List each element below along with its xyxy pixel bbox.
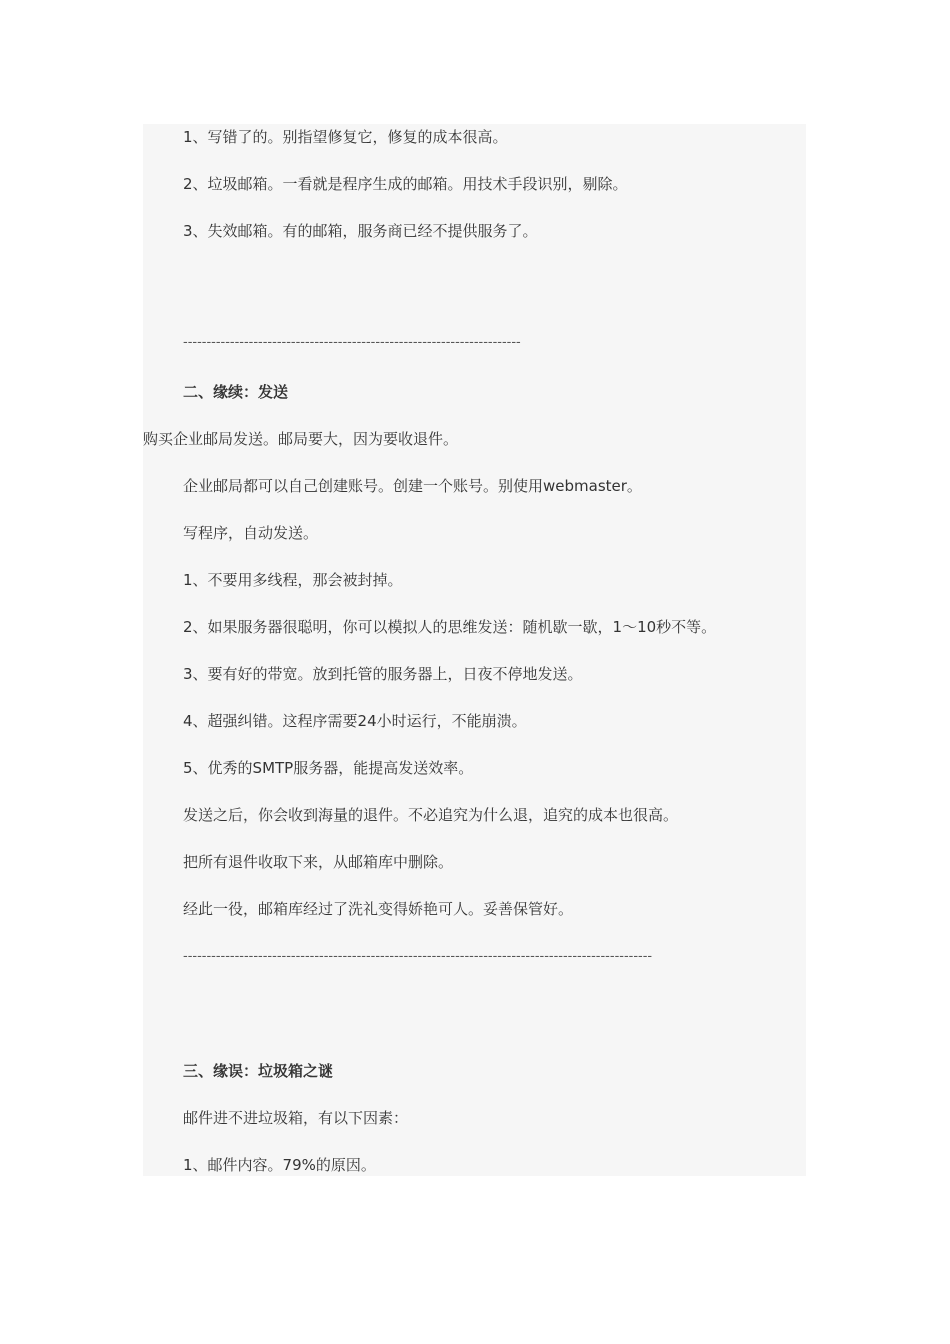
list-item: 3、失效邮箱。有的邮箱，服务商已经不提供服务了。: [183, 222, 538, 240]
list-item: 3、要有好的带宽。放到托管的服务器上，日夜不停地发送。: [183, 665, 583, 683]
section-heading: 三、缘误：垃圾箱之谜: [183, 1062, 334, 1080]
list-item: 5、优秀的SMTP服务器，能提高发送效率。: [183, 759, 474, 777]
paragraph: 发送之后，你会收到海量的退件。不必追究为什么退，追究的成本也很高。: [183, 806, 679, 824]
content-panel: [143, 124, 806, 1176]
list-item: 1、邮件内容。79%的原因。: [183, 1156, 376, 1174]
list-item: 1、不要用多线程，那会被封掉。: [183, 571, 403, 589]
paragraph: 企业邮局都可以自己创建账号。创建一个账号。别使用webmaster。: [183, 477, 642, 495]
list-item: 4、超强纠错。这程序需要24小时运行，不能崩溃。: [183, 712, 527, 730]
paragraph: 邮件进不进垃圾箱，有以下因素：: [183, 1109, 409, 1127]
divider: ------------------------------------------------------------------------: [183, 335, 521, 350]
list-item: 2、垃圾邮箱。一看就是程序生成的邮箱。用技术手段识别，剔除。: [183, 175, 628, 193]
section-heading: 二、缘续：发送: [183, 383, 289, 401]
paragraph: 把所有退件收取下来，从邮箱库中删除。: [183, 853, 454, 871]
paragraph: 购买企业邮局发送。邮局要大，因为要收退件。: [143, 430, 459, 448]
list-item: 2、如果服务器很聪明，你可以模拟人的思维发送：随机歇一歇，1～10秒不等。: [183, 618, 717, 636]
paragraph: 经此一役，邮箱库经过了洗礼变得娇艳可人。妥善保管好。: [183, 900, 574, 918]
divider: ----------------------------------------------------------------------------------------------------: [183, 949, 653, 964]
paragraph: 写程序，自动发送。: [183, 524, 319, 542]
list-item: 1、写错了的。别指望修复它，修复的成本很高。: [183, 128, 508, 146]
